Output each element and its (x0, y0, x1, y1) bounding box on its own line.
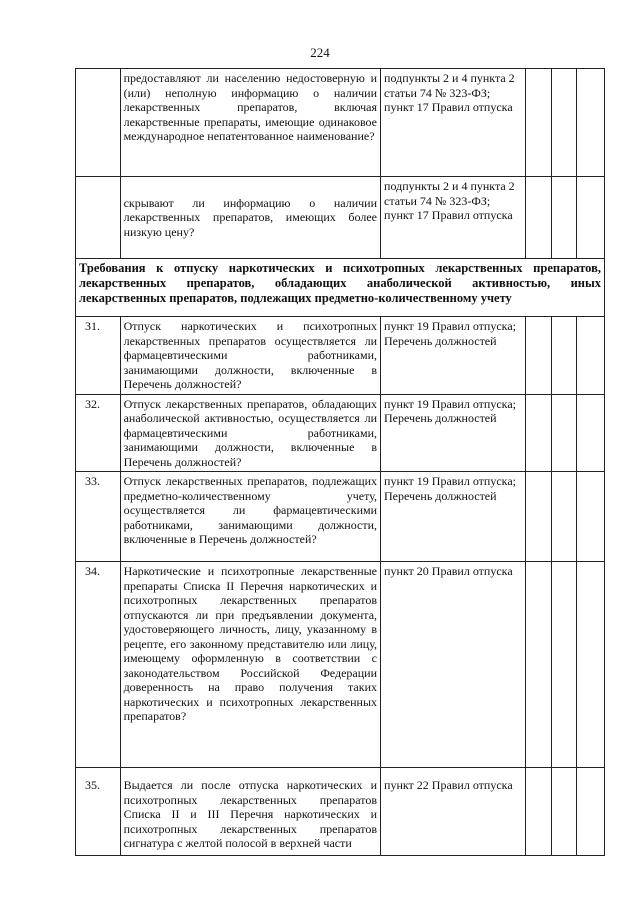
question-cell (120, 317, 380, 395)
question-cell (120, 69, 380, 177)
question-text: Отпуск наркотических и психотропных лекарственных препаратов осуществляется ли фармацевтическими работниками, занимающими должности, включенные в Перечень должностей? (123, 319, 378, 391)
answer-yes-cell[interactable] (525, 317, 551, 395)
reference-text: подпункты 2 и 4 пункта 2 статьи 74 № 323-ФЗ; пункт 17 Правил отпуска (384, 71, 515, 114)
table-row (76, 177, 605, 259)
question-text: Отпуск лекарственных препаратов, обладающих анаболической активностью, осуществляется ли фармацевтическими работниками, занимающими должности, включенные в Перечень должностей? (123, 396, 378, 469)
answer-yes-cell[interactable] (525, 768, 551, 856)
question-text: Выдается ли после отпуска наркотических и психотропных лекарственных препаратов Списка II и III Перечня наркотических и психотропных лекарственных препаратов сигнатура с желтой полосой в верхней части (123, 778, 378, 850)
answer-no-cell[interactable] (552, 768, 576, 856)
page-number: 224 (310, 45, 330, 60)
row-number-cell (76, 472, 121, 562)
answer-no-cell[interactable] (552, 562, 576, 768)
table-row (76, 562, 605, 768)
answer-no-cell[interactable] (552, 177, 576, 259)
question-cell (120, 472, 380, 562)
checklist-table (75, 68, 605, 856)
reference-cell (381, 472, 526, 562)
row-number-cell (76, 394, 121, 472)
note-cell[interactable] (576, 177, 604, 259)
row-number: 32. (85, 396, 100, 411)
answer-yes-cell[interactable] (525, 177, 551, 259)
question-text: Отпуск лекарственных препаратов, подлежащих предметно-количественному учету, осуществляется ли фармацевтическими работниками, занимающими должности, включенные в Перечень должностей? (123, 474, 378, 546)
note-cell[interactable] (576, 768, 604, 856)
answer-yes-cell[interactable] (525, 69, 551, 177)
section-row (76, 259, 605, 317)
note-cell[interactable] (576, 394, 604, 472)
answer-no-cell[interactable] (552, 394, 576, 472)
row-number-cell (76, 562, 121, 768)
row-number-cell (76, 317, 121, 395)
note-cell[interactable] (576, 317, 604, 395)
section-title: Требования к отпуску наркотических и психотропных лекарственных препаратов, лекарственных препаратов, обладающих анаболической активностью, иных лекарственных препаратов, подлежащих предметно-количественному учету (76, 259, 605, 317)
reference-cell (381, 317, 526, 395)
question-text: Наркотические и психотропные лекарственные препараты Списка II Перечня наркотических и психотропных лекарственных препаратов отпускаются ли при предъявлении документа, удостоверяющего личность, лицу, указанному в рецепте, его законному представителю или лицу, имеющему оформленную в соответствии с законодательством Российской Федерации доверенность на право получения таких наркотических и психотропных лекарственных препаратов? (123, 564, 378, 723)
note-cell[interactable] (576, 69, 604, 177)
question-text: предоставляют ли населению недостоверную и (или) неполную информацию о наличии лекарственных препаратов, включая лекарственные препараты, имеющие одинаковое международное непатентованное наименование? (123, 71, 378, 143)
question-cell (120, 394, 380, 472)
answer-no-cell[interactable] (552, 472, 576, 562)
question-text: скрывают ли информацию о наличии лекарственных препаратов, имеющих более низкую цену? (123, 195, 378, 239)
answer-yes-cell[interactable] (525, 472, 551, 562)
note-cell[interactable] (576, 562, 604, 768)
row-number: 31. (85, 319, 100, 333)
reference-text: пункт 19 Правил отпуска; Перечень должностей (384, 396, 516, 425)
reference-text: пункт 19 Правил отпуска; Перечень должностей (384, 319, 516, 348)
reference-cell (381, 69, 526, 177)
question-cell (120, 177, 380, 259)
answer-yes-cell[interactable] (525, 562, 551, 768)
question-cell (120, 768, 380, 856)
row-number: 35. (85, 778, 100, 792)
answer-no-cell[interactable] (552, 69, 576, 177)
question-cell (120, 562, 380, 768)
table-row (76, 69, 605, 177)
table-row (76, 317, 605, 395)
answer-yes-cell[interactable] (525, 394, 551, 472)
table-row (76, 768, 605, 856)
reference-cell (381, 562, 526, 768)
row-number: 33. (85, 474, 100, 488)
reference-cell (381, 768, 526, 856)
note-cell[interactable] (576, 472, 604, 562)
reference-text: пункт 22 Правил отпуска (384, 778, 513, 792)
row-number-cell (76, 177, 121, 259)
row-number: 34. (85, 564, 100, 578)
answer-no-cell[interactable] (552, 317, 576, 395)
reference-text: пункт 19 Правил отпуска; Перечень должностей (384, 474, 516, 503)
table-row (76, 394, 605, 472)
reference-text: пункт 20 Правил отпуска (384, 564, 513, 578)
reference-text: подпункты 2 и 4 пункта 2 статьи 74 № 323-ФЗ; пункт 17 Правил отпуска (384, 179, 515, 222)
reference-cell (381, 394, 526, 472)
row-number-cell (76, 69, 121, 177)
reference-cell (381, 177, 526, 259)
table-row (76, 472, 605, 562)
row-number-cell (76, 768, 121, 856)
